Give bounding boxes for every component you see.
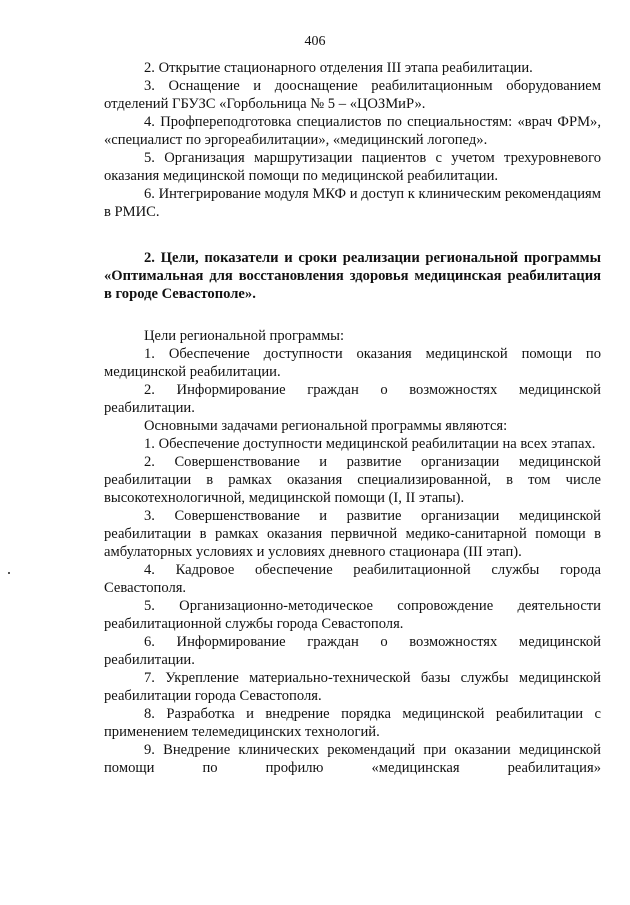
intro-item: 3. Оснащение и дооснащение реабилитационным оборудованием отделений ГБУЗС «Горбольница № 5 – «ЦОЗМиР». (104, 78, 601, 112)
task-item: 6. Информирование граждан о возможностях медицинской реабилитации. (104, 634, 601, 668)
goal-item: 1. Обеспечение доступности оказания медицинской помощи по медицинской реабилитации. (104, 346, 601, 380)
document-body (104, 59, 601, 777)
intro-item: 4. Профпереподготовка специалистов по специальностям: «врач ФРМ», «специалист по эргореабилитации», «медицинский логопед». (104, 114, 601, 148)
task-item: 7. Укрепление материально-технической базы службы медицинской реабилитации города Севастополя. (104, 670, 601, 704)
task-item: 3. Совершенствование и развитие организации медицинской реабилитации в рамках оказания первичной медико-санитарной помощи в амбулаторных условиях и условиях дневного стационара (III этап). (104, 508, 601, 560)
tasks-intro: Основными задачами региональной программы являются: (144, 418, 508, 434)
task-item: 5. Организационно-методическое сопровождение деятельности реабилитационной службы города Севастополя. (104, 598, 601, 632)
goals-intro: Цели региональной программы: (144, 328, 345, 344)
task-item: 2. Совершенствование и развитие организации медицинской реабилитации в рамках оказания специализированной, в том числе высокотехнологичной, медицинской помощи (I, II этапы). (104, 454, 601, 506)
intro-item: 2. Открытие стационарного отделения III этапа реабилитации. (144, 60, 533, 76)
goal-item: 2. Информирование граждан о возможностях медицинской реабилитации. (104, 382, 601, 416)
task-item: 9. Внедрение клинических рекомендаций при оказании медицинской помощи по профилю «медицинская реабилитация» (104, 742, 601, 776)
page-number: 406 (304, 34, 326, 49)
task-item: 1. Обеспечение доступности медицинской реабилитации на всех этапах. (144, 436, 596, 452)
task-item: 8. Разработка и внедрение порядка медицинской реабилитации с применением телемедицинских технологий. (104, 706, 601, 740)
scan-speck (8, 572, 10, 574)
intro-item: 6. Интегрирование модуля МКФ и доступ к клиническим рекомендациям в РМИС. (104, 186, 601, 220)
section-heading: 2. Цели, показатели и сроки реализации региональной программы «Оптимальная для восстановления здоровья медицинская реабилитация в городе Севастополе». (104, 250, 601, 302)
intro-item: 5. Организация маршрутизации пациентов с учетом трехуровневого оказания медицинской помощи по медицинской реабилитации. (104, 150, 601, 184)
task-item: 4. Кадровое обеспечение реабилитационной службы города Севастополя. (104, 562, 601, 596)
